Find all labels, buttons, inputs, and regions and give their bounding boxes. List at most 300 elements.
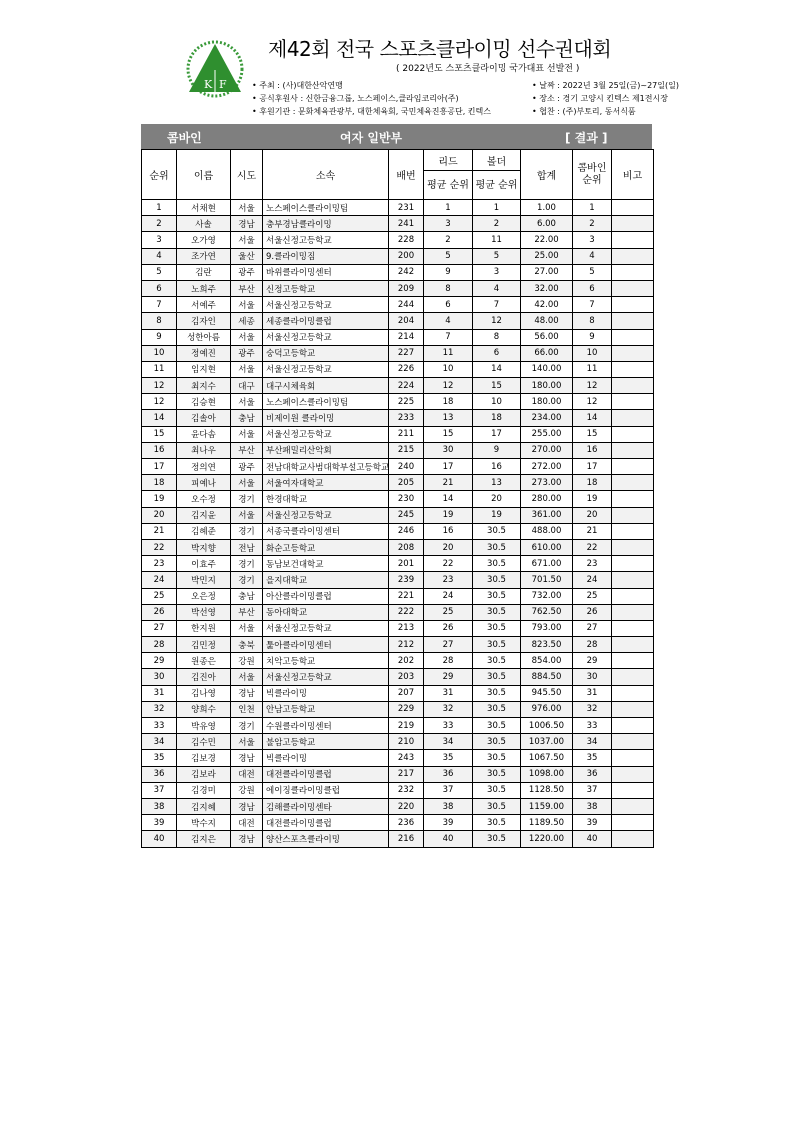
rank-cell: 19 <box>142 491 177 507</box>
boulder-cell: 6 <box>473 345 521 361</box>
table-row <box>142 200 654 216</box>
region-cell: 서울 <box>231 361 263 377</box>
note-cell <box>612 459 654 475</box>
bib-cell: 230 <box>389 491 424 507</box>
table-row <box>142 378 654 394</box>
club-cell: 서울신정고등학교 <box>263 297 389 313</box>
table-row <box>142 782 654 798</box>
table-row <box>142 491 654 507</box>
name-cell: 김민정 <box>177 637 231 653</box>
rank-cell: 40 <box>142 831 177 847</box>
bib-cell: 245 <box>389 507 424 523</box>
table-row <box>142 329 654 345</box>
rank-cell: 16 <box>142 442 177 458</box>
boulder-cell: 5 <box>473 248 521 264</box>
club-cell: 빅클라이밍 <box>263 685 389 701</box>
bib-cell: 202 <box>389 653 424 669</box>
boulder-cell: 30.5 <box>473 620 521 636</box>
combined-rank-cell: 8 <box>573 313 612 329</box>
lead-cell: 31 <box>424 685 473 701</box>
combined-rank-cell: 27 <box>573 620 612 636</box>
total-cell: 732.00 <box>521 588 573 604</box>
lead-cell: 5 <box>424 248 473 264</box>
club-cell: 대전클라이밍클럽 <box>263 815 389 831</box>
total-cell: 180.00 <box>521 394 573 410</box>
region-cell: 경기 <box>231 718 263 734</box>
region-cell: 경기 <box>231 556 263 572</box>
table-row <box>142 313 654 329</box>
total-cell: 884.50 <box>521 669 573 685</box>
combined-rank-cell: 23 <box>573 556 612 572</box>
col-boulder: 볼더 <box>473 150 521 171</box>
total-cell: 32.00 <box>521 280 573 296</box>
lead-cell: 6 <box>424 297 473 313</box>
lead-cell: 1 <box>424 200 473 216</box>
total-cell: 1159.00 <box>521 798 573 814</box>
note-cell <box>612 361 654 377</box>
col-club: 소속 <box>263 150 389 200</box>
name-cell: 김혜준 <box>177 523 231 539</box>
club-cell: 서울신정고등학교 <box>263 361 389 377</box>
combined-rank-cell: 20 <box>573 507 612 523</box>
name-cell: 사솔 <box>177 216 231 232</box>
combined-rank-cell: 22 <box>573 539 612 555</box>
rank-cell: 4 <box>142 248 177 264</box>
bib-cell: 208 <box>389 539 424 555</box>
boulder-cell: 30.5 <box>473 588 521 604</box>
combined-rank-cell: 34 <box>573 734 612 750</box>
combined-rank-cell: 6 <box>573 280 612 296</box>
bib-cell: 204 <box>389 313 424 329</box>
logo-letter-f: F <box>219 78 227 91</box>
note-cell <box>612 426 654 442</box>
boulder-cell: 30.5 <box>473 750 521 766</box>
combined-rank-cell: 31 <box>573 685 612 701</box>
bib-cell: 242 <box>389 264 424 280</box>
total-cell: 234.00 <box>521 410 573 426</box>
note-cell <box>612 280 654 296</box>
bib-cell: 244 <box>389 297 424 313</box>
combined-rank-cell: 37 <box>573 782 612 798</box>
note-cell <box>612 766 654 782</box>
combined-rank-cell: 29 <box>573 653 612 669</box>
boulder-cell: 30.5 <box>473 685 521 701</box>
name-cell: 김지은 <box>177 831 231 847</box>
club-cell: 비제이원 클라이밍 <box>263 410 389 426</box>
total-cell: 272.00 <box>521 459 573 475</box>
region-cell: 강원 <box>231 653 263 669</box>
boulder-cell: 7 <box>473 297 521 313</box>
table-row <box>142 426 654 442</box>
table-row <box>142 798 654 814</box>
region-cell: 충남 <box>231 410 263 426</box>
combined-rank-cell: 15 <box>573 426 612 442</box>
combined-rank-cell: 16 <box>573 442 612 458</box>
note-cell <box>612 378 654 394</box>
region-cell: 광주 <box>231 264 263 280</box>
region-cell: 충남 <box>231 588 263 604</box>
note-cell <box>612 782 654 798</box>
rank-cell: 18 <box>142 475 177 491</box>
bib-cell: 226 <box>389 361 424 377</box>
region-cell: 인천 <box>231 701 263 717</box>
name-cell: 오가영 <box>177 232 231 248</box>
name-cell: 정예진 <box>177 345 231 361</box>
club-cell: 서울여자대학교 <box>263 475 389 491</box>
rank-cell: 5 <box>142 264 177 280</box>
boulder-cell: 30.5 <box>473 831 521 847</box>
note-cell <box>612 491 654 507</box>
rank-cell: 37 <box>142 782 177 798</box>
total-cell: 255.00 <box>521 426 573 442</box>
rank-cell: 11 <box>142 361 177 377</box>
division-label: 여자 일반부 <box>340 131 403 145</box>
name-cell: 성한아름 <box>177 329 231 345</box>
note-cell <box>612 798 654 814</box>
boulder-cell: 3 <box>473 264 521 280</box>
bib-cell: 227 <box>389 345 424 361</box>
note-cell <box>612 669 654 685</box>
info-cosponsor: • 협찬 : (주)부토리, 동서식품 <box>532 105 655 118</box>
boulder-cell: 30.5 <box>473 701 521 717</box>
name-cell: 이효주 <box>177 556 231 572</box>
name-cell: 김진아 <box>177 669 231 685</box>
total-cell: 48.00 <box>521 313 573 329</box>
lead-cell: 15 <box>424 426 473 442</box>
name-cell: 김지윤 <box>177 507 231 523</box>
combined-rank-cell: 24 <box>573 572 612 588</box>
bib-cell: 215 <box>389 442 424 458</box>
note-cell <box>612 685 654 701</box>
combined-rank-cell: 14 <box>573 410 612 426</box>
lead-cell: 33 <box>424 718 473 734</box>
club-cell: 전남대학교사범대학부설고등학교 <box>263 459 389 475</box>
note-cell <box>612 734 654 750</box>
bib-cell: 231 <box>389 200 424 216</box>
boulder-cell: 16 <box>473 459 521 475</box>
club-cell: 세종클라이밍클럽 <box>263 313 389 329</box>
total-cell: 854.00 <box>521 653 573 669</box>
boulder-cell: 8 <box>473 329 521 345</box>
bib-cell: 232 <box>389 782 424 798</box>
col-name: 이름 <box>177 150 231 200</box>
bib-cell: 233 <box>389 410 424 426</box>
boulder-cell: 30.5 <box>473 782 521 798</box>
bib-cell: 219 <box>389 718 424 734</box>
table-row <box>142 750 654 766</box>
boulder-cell: 30.5 <box>473 734 521 750</box>
rank-cell: 26 <box>142 604 177 620</box>
lead-cell: 11 <box>424 345 473 361</box>
lead-cell: 18 <box>424 394 473 410</box>
combined-rank-cell: 21 <box>573 523 612 539</box>
club-cell: 에이징클라이밍클럽 <box>263 782 389 798</box>
col-note: 비고 <box>612 150 654 200</box>
total-cell: 701.50 <box>521 572 573 588</box>
club-cell: 아산클라이밍클럽 <box>263 588 389 604</box>
name-cell: 김란 <box>177 264 231 280</box>
note-cell <box>612 442 654 458</box>
name-cell: 임지현 <box>177 361 231 377</box>
table-row <box>142 280 654 296</box>
note-cell <box>612 216 654 232</box>
bib-cell: 228 <box>389 232 424 248</box>
lead-cell: 10 <box>424 361 473 377</box>
boulder-cell: 30.5 <box>473 653 521 669</box>
region-cell: 경남 <box>231 216 263 232</box>
region-cell: 경기 <box>231 491 263 507</box>
rank-cell: 29 <box>142 653 177 669</box>
club-cell: 대구시체육회 <box>263 378 389 394</box>
rank-cell: 28 <box>142 637 177 653</box>
rank-cell: 23 <box>142 556 177 572</box>
note-cell <box>612 345 654 361</box>
region-cell: 경기 <box>231 523 263 539</box>
lead-cell: 34 <box>424 734 473 750</box>
club-cell: 화순고등학교 <box>263 539 389 555</box>
lead-cell: 17 <box>424 459 473 475</box>
boulder-cell: 10 <box>473 394 521 410</box>
bib-cell: 241 <box>389 216 424 232</box>
table-row <box>142 734 654 750</box>
rank-cell: 6 <box>142 280 177 296</box>
club-cell: 대전클라이밍클럽 <box>263 766 389 782</box>
total-cell: 823.50 <box>521 637 573 653</box>
total-cell: 42.00 <box>521 297 573 313</box>
combined-rank-cell: 40 <box>573 831 612 847</box>
rank-cell: 30 <box>142 669 177 685</box>
region-cell: 서울 <box>231 200 263 216</box>
table-row <box>142 620 654 636</box>
note-cell <box>612 523 654 539</box>
note-cell <box>612 539 654 555</box>
club-cell: 동남보건대학교 <box>263 556 389 572</box>
name-cell: 한지원 <box>177 620 231 636</box>
bib-cell: 207 <box>389 685 424 701</box>
name-cell: 김나영 <box>177 685 231 701</box>
lead-cell: 35 <box>424 750 473 766</box>
bib-cell: 243 <box>389 750 424 766</box>
table-row <box>142 556 654 572</box>
lead-cell: 37 <box>424 782 473 798</box>
total-cell: 6.00 <box>521 216 573 232</box>
note-cell <box>612 620 654 636</box>
boulder-cell: 9 <box>473 442 521 458</box>
lead-cell: 20 <box>424 539 473 555</box>
note-cell <box>612 701 654 717</box>
col-total: 합계 <box>521 150 573 200</box>
region-cell: 서울 <box>231 507 263 523</box>
club-cell: 신정고등학교 <box>263 280 389 296</box>
rank-cell: 33 <box>142 718 177 734</box>
region-cell: 대전 <box>231 815 263 831</box>
region-cell: 서울 <box>231 329 263 345</box>
col-combined-rank: 콤바인 순위 <box>573 150 612 200</box>
bib-cell: 224 <box>389 378 424 394</box>
table-row <box>142 653 654 669</box>
rank-cell: 22 <box>142 539 177 555</box>
table-row <box>142 459 654 475</box>
note-cell <box>612 507 654 523</box>
club-cell: 노스페이스클라이밍팀 <box>263 394 389 410</box>
table-row <box>142 410 654 426</box>
bib-cell: 210 <box>389 734 424 750</box>
club-cell: 서울신정고등학교 <box>263 329 389 345</box>
total-cell: 762.50 <box>521 604 573 620</box>
rank-cell: 39 <box>142 815 177 831</box>
total-cell: 280.00 <box>521 491 573 507</box>
bib-cell: 201 <box>389 556 424 572</box>
name-cell: 박지향 <box>177 539 231 555</box>
boulder-cell: 15 <box>473 378 521 394</box>
note-cell <box>612 264 654 280</box>
total-cell: 270.00 <box>521 442 573 458</box>
name-cell: 김솔아 <box>177 410 231 426</box>
info-host: • 주최 : (사)대한산악연맹 <box>252 79 491 92</box>
table-row <box>142 248 654 264</box>
region-cell: 서울 <box>231 475 263 491</box>
rank-cell: 31 <box>142 685 177 701</box>
note-cell <box>612 248 654 264</box>
rank-cell: 34 <box>142 734 177 750</box>
note-cell <box>612 410 654 426</box>
name-cell: 노희주 <box>177 280 231 296</box>
lead-cell: 21 <box>424 475 473 491</box>
region-cell: 대전 <box>231 766 263 782</box>
combined-rank-cell: 38 <box>573 798 612 814</box>
info-venue: • 장소 : 경기 고양시 킨텍스 제1전시장 <box>532 92 655 105</box>
lead-cell: 25 <box>424 604 473 620</box>
col-lead: 리드 <box>424 150 473 171</box>
combined-rank-cell: 33 <box>573 718 612 734</box>
col-lead-avg-rank: 평균 순위 <box>424 171 473 200</box>
total-cell: 793.00 <box>521 620 573 636</box>
combined-rank-cell: 30 <box>573 669 612 685</box>
bib-cell: 240 <box>389 459 424 475</box>
club-cell: 서종국클라이밍센터 <box>263 523 389 539</box>
region-cell: 대구 <box>231 378 263 394</box>
club-cell: 동아대학교 <box>263 604 389 620</box>
region-cell: 충북 <box>231 637 263 653</box>
name-cell: 박수지 <box>177 815 231 831</box>
boulder-cell: 19 <box>473 507 521 523</box>
rank-cell: 24 <box>142 572 177 588</box>
lead-cell: 23 <box>424 572 473 588</box>
combined-rank-cell: 4 <box>573 248 612 264</box>
region-cell: 서울 <box>231 232 263 248</box>
total-cell: 610.00 <box>521 539 573 555</box>
total-cell: 140.00 <box>521 361 573 377</box>
event-label: 콤바인 <box>167 131 202 145</box>
region-cell: 경남 <box>231 750 263 766</box>
page-title: 제42회 전국 스포츠클라이밍 선수권대회 <box>268 37 612 61</box>
col-boulder-avg-rank: 평균 순위 <box>473 171 521 200</box>
total-cell: 361.00 <box>521 507 573 523</box>
table-row <box>142 475 654 491</box>
combined-rank-cell: 3 <box>573 232 612 248</box>
total-cell: 56.00 <box>521 329 573 345</box>
note-cell <box>612 475 654 491</box>
name-cell: 양희수 <box>177 701 231 717</box>
name-cell: 최지수 <box>177 378 231 394</box>
rank-cell: 32 <box>142 701 177 717</box>
club-cell: 충부경남클라이밍 <box>263 216 389 232</box>
boulder-cell: 30.5 <box>473 604 521 620</box>
club-cell: 치악고등학교 <box>263 653 389 669</box>
region-cell: 서울 <box>231 426 263 442</box>
bib-cell: 203 <box>389 669 424 685</box>
logo-letter-k: K <box>204 78 213 91</box>
lead-cell: 22 <box>424 556 473 572</box>
club-cell: 서울신정고등학교 <box>263 620 389 636</box>
note-cell <box>612 604 654 620</box>
boulder-cell: 11 <box>473 232 521 248</box>
bib-cell: 200 <box>389 248 424 264</box>
total-cell: 976.00 <box>521 701 573 717</box>
region-cell: 서울 <box>231 394 263 410</box>
bib-cell: 214 <box>389 329 424 345</box>
table-row <box>142 361 654 377</box>
results-table <box>141 149 654 848</box>
rank-cell: 12 <box>142 394 177 410</box>
col-region: 시도 <box>231 150 263 200</box>
combined-rank-cell: 18 <box>573 475 612 491</box>
total-cell: 1037.00 <box>521 734 573 750</box>
name-cell: 오수정 <box>177 491 231 507</box>
table-row <box>142 539 654 555</box>
lead-cell: 16 <box>424 523 473 539</box>
info-support: • 후원기관 : 문화체육관광부, 대한체육회, 국민체육진흥공단, 킨텍스 <box>252 105 491 118</box>
rank-cell: 1 <box>142 200 177 216</box>
bib-cell: 236 <box>389 815 424 831</box>
combined-rank-cell: 39 <box>573 815 612 831</box>
rank-cell: 25 <box>142 588 177 604</box>
club-cell: 부산패밀리산악회 <box>263 442 389 458</box>
region-cell: 부산 <box>231 280 263 296</box>
total-cell: 1098.00 <box>521 766 573 782</box>
table-row <box>142 637 654 653</box>
name-cell: 김보경 <box>177 750 231 766</box>
table-row <box>142 507 654 523</box>
region-cell: 서울 <box>231 620 263 636</box>
boulder-cell: 13 <box>473 475 521 491</box>
combined-rank-cell: 5 <box>573 264 612 280</box>
total-cell: 1.00 <box>521 200 573 216</box>
club-cell: 바위클라이밍센터 <box>263 264 389 280</box>
total-cell: 1006.50 <box>521 718 573 734</box>
info-sponsor: • 공식후원사 : 신한금융그룹, 노스페이스,클라임코리아(주) <box>252 92 491 105</box>
total-cell: 273.00 <box>521 475 573 491</box>
total-cell: 945.50 <box>521 685 573 701</box>
boulder-cell: 30.5 <box>473 718 521 734</box>
bib-cell: 220 <box>389 798 424 814</box>
total-cell: 671.00 <box>521 556 573 572</box>
rank-cell: 17 <box>142 459 177 475</box>
lead-cell: 38 <box>424 798 473 814</box>
lead-cell: 32 <box>424 701 473 717</box>
total-cell: 66.00 <box>521 345 573 361</box>
bib-cell: 229 <box>389 701 424 717</box>
boulder-cell: 30.5 <box>473 669 521 685</box>
table-row <box>142 216 654 232</box>
page-subtitle: ( 2022년도 스포츠클라이밍 국가대표 선발전 ) <box>396 64 580 74</box>
boulder-cell: 18 <box>473 410 521 426</box>
club-cell: 숭덕고등학교 <box>263 345 389 361</box>
combined-rank-cell: 36 <box>573 766 612 782</box>
boulder-cell: 30.5 <box>473 556 521 572</box>
lead-cell: 19 <box>424 507 473 523</box>
name-cell: 피예나 <box>177 475 231 491</box>
